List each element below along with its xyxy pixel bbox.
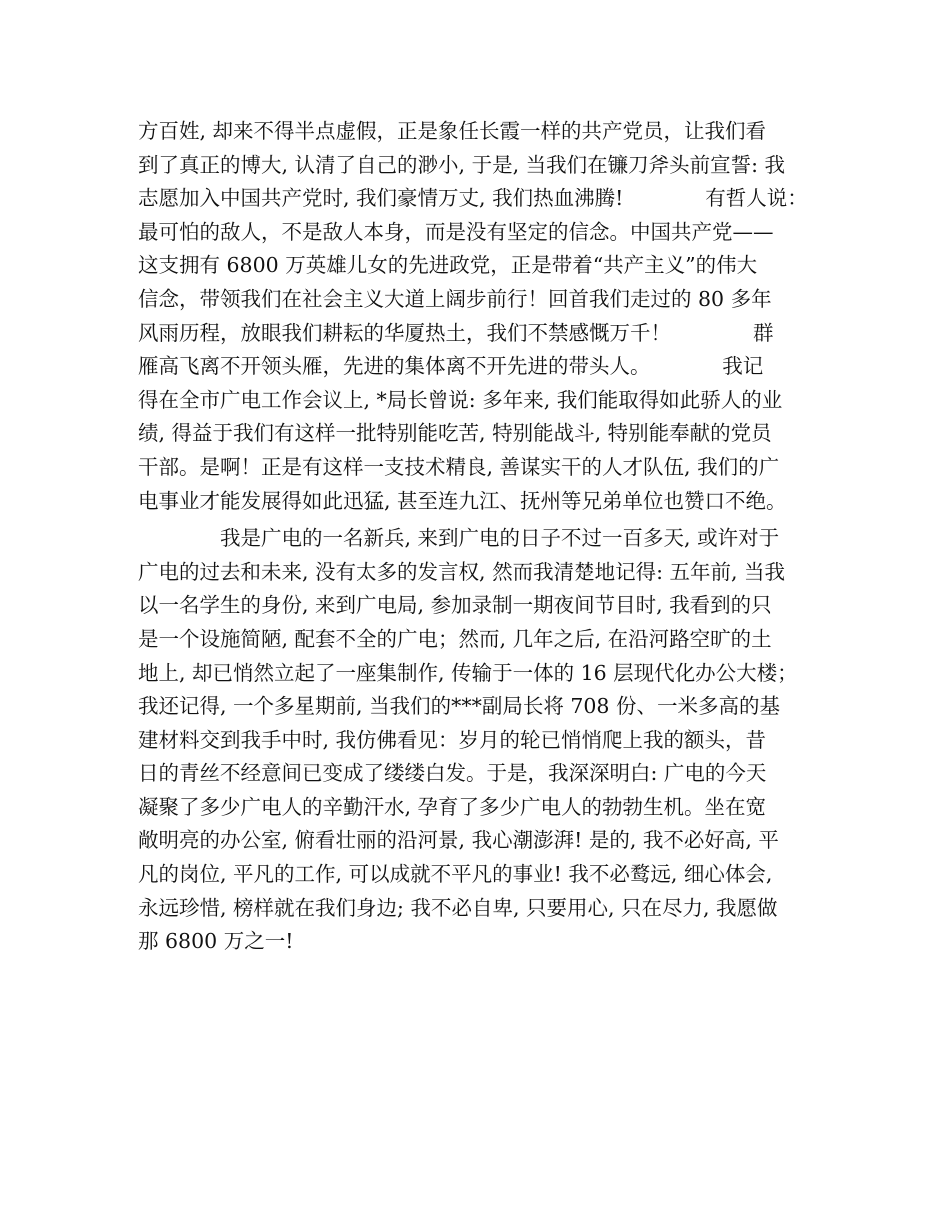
text-line: 干部。是啊！正是有这样一支技术精良, 善谋实干的人才队伍, 我们的广	[138, 454, 780, 479]
text-line: 志愿加入中国共产党时, 我们豪情万丈, 我们热血沸腾! 有哲人说：	[138, 186, 808, 211]
text-line: 风雨历程，放眼我们耕耘的华厦热土，我们不禁感慨万千！ 群	[138, 320, 774, 345]
body-text	[138, 115, 838, 959]
text-line: 信念，带领我们在社会主义大道上阔步前行！回首我们走过的 80 多年	[138, 286, 772, 311]
text-line: 电事业才能发展得如此迅猛, 甚至连九江、抚州等兄弟单位也赞口不绝。	[138, 488, 787, 513]
text-line: 那 6800 万之一!	[138, 929, 294, 954]
text-line: 凡的岗位, 平凡的工作, 可以成就不平凡的事业! 我不必鹜远, 细心体会,	[138, 862, 773, 887]
text-line: 这支拥有 6800 万英雄儿女的先进政党，正是带着“共产主义”的伟大	[138, 253, 758, 278]
text-line: 地上, 却已悄然立起了一座集制作, 传输于一体的 16 层现代化办公大楼；	[138, 660, 798, 685]
text-line: 建材料交到我手中时, 我仿佛看见：岁月的轮已悄悄爬上我的额头，昔	[138, 727, 767, 752]
text-line: 得在全市广电工作会议上, *局长曾说: 多年来, 我们能取得如此骄人的业	[138, 387, 783, 412]
text-line: 雁高飞离不开领头雁，先进的集体离不开先进的带头人。 我记	[138, 354, 764, 379]
text-line: 我还记得, 一个多星期前, 当我们的***副局长将 708 份、一米多高的基	[138, 694, 780, 719]
text-line: 敞明亮的办公室, 俯看壮丽的沿河景, 我心潮澎湃! 是的, 我不必好高, 平	[138, 828, 779, 853]
text-line: 最可怕的敌人，不是敌人本身，而是没有坚定的信念。中国共产党——	[138, 219, 774, 244]
text-line: 以一名学生的身份, 来到广电局, 参加录制一期夜间节目时, 我看到的只	[138, 593, 772, 618]
text-line: 我是广电的一名新兵, 来到广电的日子不过一百多天, 或许对于	[138, 526, 780, 551]
text-line: 永远珍惜, 榜样就在我们身边; 我不必自卑, 只要用心, 只在尽力, 我愿做	[138, 895, 778, 920]
text-line: 日的青丝不经意间已变成了缕缕白发。于是，我深深明白: 广电的今天	[138, 761, 767, 786]
text-line: 方百姓, 却来不得半点虚假，正是象任长霞一样的共产党员，让我们看	[138, 119, 767, 143]
text-line: 凝聚了多少广电人的辛勤汗水, 孕育了多少广电人的勃勃生机。坐在宽	[138, 794, 767, 819]
text-line: 广电的过去和未来, 没有太多的发言权, 然而我清楚地记得: 五年前, 当我	[138, 559, 786, 584]
text-line: 是一个设施简陋, 配套不全的广电；然而, 几年之后, 在沿河路空旷的土	[138, 626, 772, 651]
text-line: 绩, 得益于我们有这样一批特别能吃苦, 特别能战斗, 特别能奉献的党员	[138, 421, 772, 446]
text-line: 到了真正的博大, 认清了自己的渺小, 于是, 当我们在镰刀斧头前宣誓: 我	[138, 152, 786, 177]
